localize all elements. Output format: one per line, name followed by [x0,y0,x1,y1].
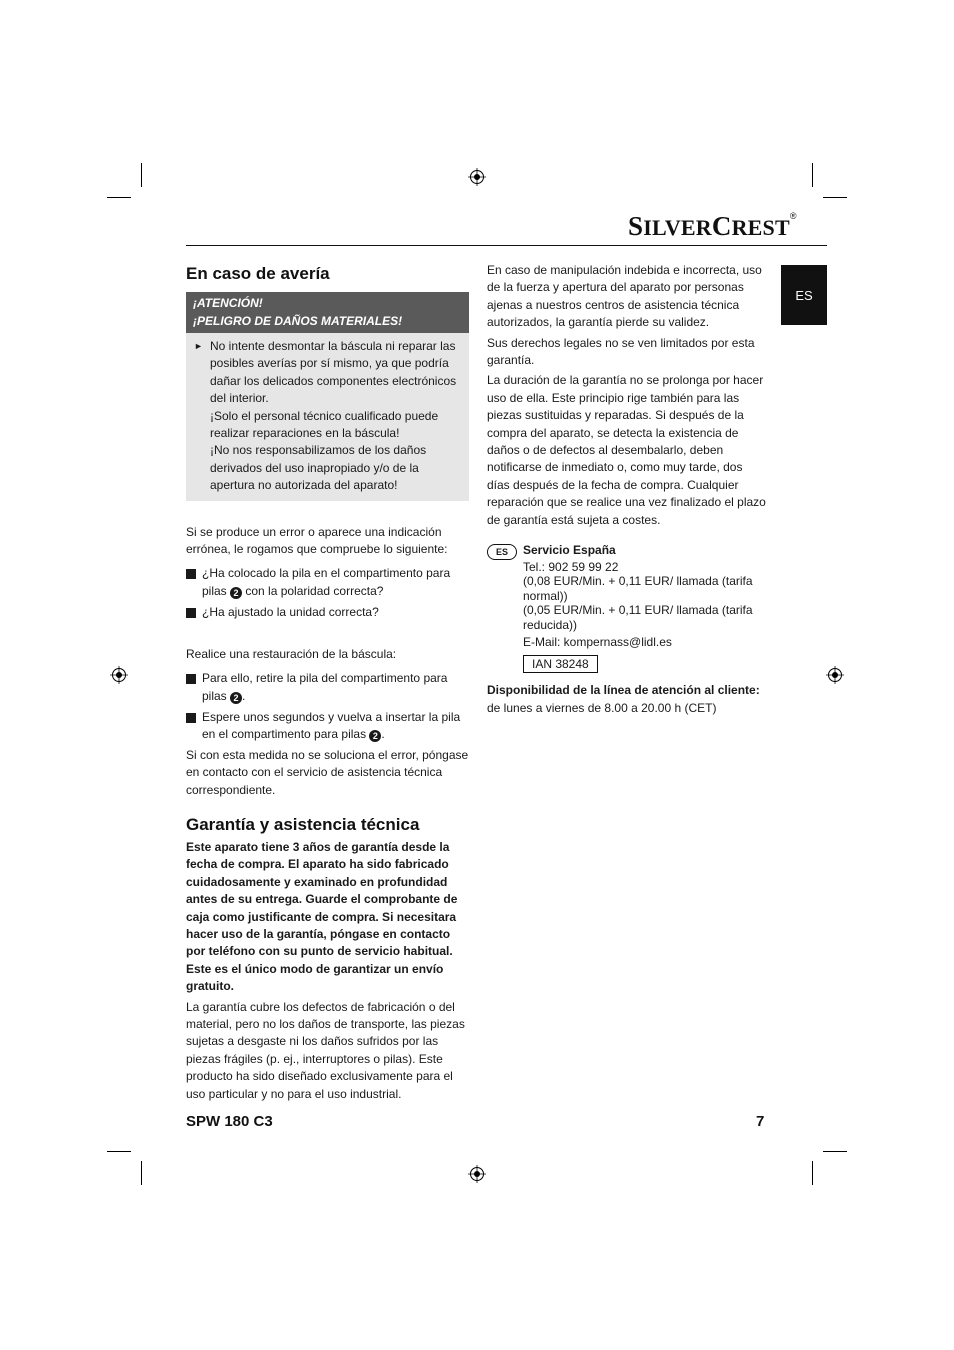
list-item: Para ello, retire la pila del compartimento para pilas 2 . [186,670,469,705]
header-divider [186,245,827,246]
square-bullet-icon [186,674,196,684]
square-bullet-icon [186,713,196,723]
service-rate-normal: (0,08 EUR/Min. + 0,11 EUR/ llamada (tarifa normal)) [523,574,753,603]
section-title-warranty: Garantía y asistencia técnica [186,814,420,834]
warning-subtitle: ¡PELIGRO DE DAÑOS MATERIALES! [193,313,403,328]
warranty-paragraph: En caso de manipulación indebida e incorrecta, uso de la fuerza y apertura del aparato por personas ajenas a nuestros centros de asistencia técnica autorizados, la garantía pierde su validez. [487,263,762,330]
number-badge: 2 [230,587,242,599]
reset-intro: Realice una restauración de la báscula: [186,646,397,661]
crop-mark [141,1161,142,1185]
crop-mark [812,1161,813,1185]
warning-text: ¡No nos responsabilizamos de los daños derivados del uso inapropiado y/o de la apertura no autorizada del aparato! [210,443,427,493]
ian-number: IAN 38248 [523,655,598,673]
service-rate-reduced: (0,05 EUR/Min. + 0,11 EUR/ llamada (tarifa reducida)) [523,603,753,632]
right-column [487,262,767,717]
service-phone: Tel.: 902 59 99 22 [523,559,619,574]
crop-mark [812,163,813,187]
warning-box [186,333,469,501]
warranty-paragraph: La garantía cubre los defectos de fabricación o del material, pero no los daños de transporte, las piezas sujetas a desgaste ni los daños sufridos por las piezas frágiles (p. ej., interruptores o pilas). Este producto ha sido diseñado exclusivamente para el uso particular y no para el uso industrial. [186,999,465,1101]
availability-title: Disponibilidad de la línea de atención al cliente: [487,683,760,698]
number-badge: 2 [230,692,242,704]
language-tab: ES [781,265,827,325]
warranty-bold-paragraph: Este aparato tiene 3 años de garantía desde la fecha de compra. El aparato ha sido fabricado cuidadosamente y examinado en profundidad antes de su entrega. Guarde el comprobante de caja como justificante de compra. Si necesitara hacer uso de la garantía, póngase en contacto por teléfono con su punto de servicio habitual. Este es el único modo de garantizar un envío gratuito. [186,839,458,994]
page-number: 7 [756,1113,765,1130]
registration-mark-icon [110,666,128,684]
crop-mark [107,1151,131,1152]
list-item: ¿Ha ajustado la unidad correcta? [186,604,469,621]
service-email: E-Mail: kompernass@lidl.es [523,635,672,650]
square-bullet-icon [186,608,196,618]
registration-mark-icon [468,168,486,186]
fault-outro: Si con esta medida no se soluciona el error, póngase en contacto con el servicio de asistencia técnica correspondiente. [186,747,469,797]
country-badge: ES [487,544,517,560]
availability-text: de lunes a viernes de 8.00 a 20.00 h (CET) [487,700,717,715]
warning-text: ¡Solo el personal técnico cualificado puede realizar reparaciones en la báscula! [210,408,439,441]
warning-text: No intente desmontar la báscula ni reparar las posibles averías por sí mismo, ya que podría dañar los delicados componentes electrónicos del interior. [210,339,457,406]
crop-mark [107,197,131,198]
arrow-bullet-icon: ► [194,341,203,351]
crop-mark [823,197,847,198]
warning-title: ¡ATENCIÓN! [193,296,263,310]
list-item: Espere unos segundos y vuelva a insertar la pila en el compartimento para pilas 2 . [186,709,469,744]
service-block [487,542,767,673]
warranty-paragraph: Sus derechos legales no se ven limitados por esta garantía. [487,335,755,368]
brand-logo: SILVERCREST® [628,211,797,241]
square-bullet-icon [186,569,196,579]
section-title-fault: En caso de avería [186,264,330,283]
crop-mark [823,1151,847,1152]
service-title: Servicio España [523,543,616,558]
left-column [186,262,469,1103]
warning-header [186,292,469,333]
crop-mark [141,163,142,187]
number-badge: 2 [369,730,381,742]
registration-mark-icon [468,1165,486,1183]
fault-intro: Si se produce un error o aparece una indicación errónea, le rogamos que compruebe lo siguiente: [186,524,448,557]
list-item: ¿Ha colocado la pila en el compartimento para pilas 2 con la polaridad correcta? [186,565,469,600]
model-number: SPW 180 C3 [186,1113,273,1130]
warranty-paragraph: La duración de la garantía no se prolonga por hacer uso de ella. Este principio rige también para las piezas sustituidas y reparadas. Si después de la compra del aparato, se detecta la existencia de daños o de defectos al desembalarlo, deben notificarse de inmediato o, como muy tarde, dos días después de la fecha de compra. Cualquier reparación que se realice una vez finalizado el plazo de garantía está sujeta a costes. [487,373,766,527]
registration-mark-icon [826,666,844,684]
